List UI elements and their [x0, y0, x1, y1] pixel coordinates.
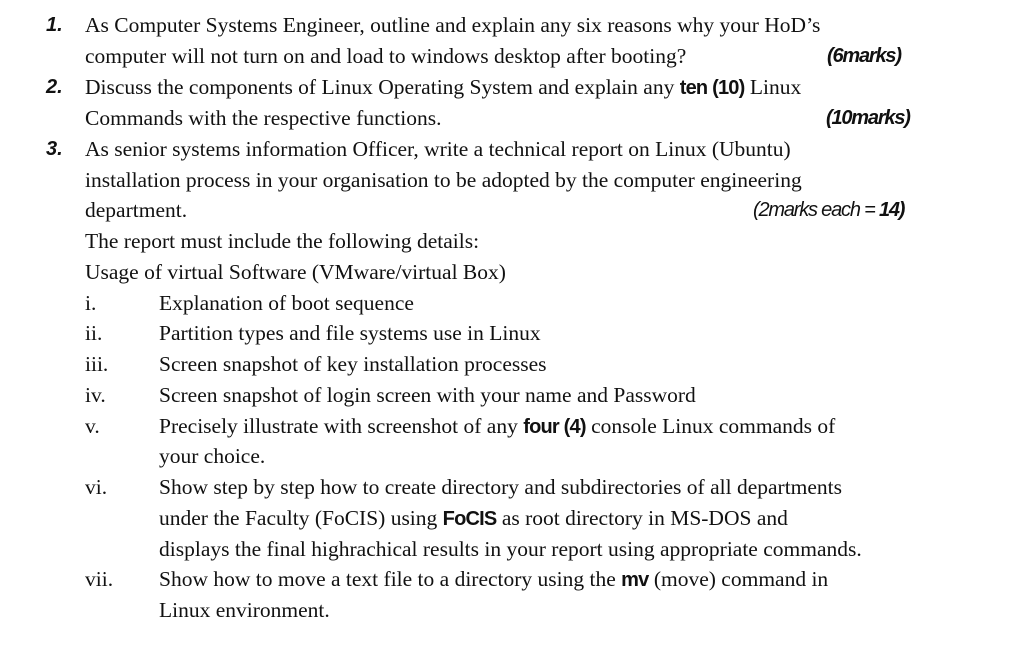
question-text: department.: [85, 198, 188, 222]
list-item-text: [159, 411, 835, 442]
question-text: installation process in your organisation to be adopted by the computer engineering: [85, 168, 802, 192]
list-item-number: iv.: [85, 383, 106, 407]
marks-label: (6marks): [827, 45, 901, 67]
list-item-number: iii.: [85, 352, 109, 376]
list-item-number: v.: [85, 414, 100, 438]
list-item-text: [159, 564, 828, 595]
report-intro: The report must include the following details:: [85, 229, 480, 253]
text-run: under the Faculty (FoCIS) using: [159, 506, 443, 530]
question-text: [85, 72, 801, 103]
text-run: as root directory in MS-DOS and: [496, 506, 788, 530]
list-item-number: i.: [85, 291, 97, 315]
list-item-text: Partition types and file systems use in Linux: [159, 321, 541, 345]
list-item-number: ii.: [85, 321, 103, 345]
question-text: As Computer Systems Engineer, outline and explain any six reasons why your HoD’s: [85, 13, 821, 37]
text-run: console Linux commands of: [585, 414, 836, 438]
list-item-text: Screen snapshot of login screen with your name and Password: [159, 383, 696, 407]
marks-total: 14): [874, 199, 905, 221]
list-item-text: [159, 503, 788, 534]
marks-label: [753, 195, 904, 225]
bold-text: four (4): [523, 416, 586, 438]
question-text: computer will not turn on and load to windows desktop after booting?: [85, 44, 687, 68]
question-number: 1.: [46, 14, 63, 36]
question-number: 3.: [46, 138, 63, 160]
text-run: Precisely illustrate with screenshot of any: [159, 414, 524, 438]
text-run: Linux: [744, 75, 802, 99]
marks-text: (2marks each: [753, 199, 865, 221]
marks-equals: =: [864, 199, 875, 221]
list-item-text: Screen snapshot of key installation processes: [159, 352, 547, 376]
list-item-text: Linux environment.: [159, 598, 330, 622]
question-number: 2.: [46, 76, 63, 98]
report-usage: Usage of virtual Software (VMware/virtual Box): [85, 260, 506, 284]
list-item-text: Explanation of boot sequence: [159, 291, 414, 315]
marks-label: (10marks): [826, 107, 910, 129]
list-item-text: Show step by step how to create directory and subdirectories of all departments: [159, 475, 843, 499]
bold-text: mv: [621, 569, 649, 591]
text-run: Show how to move a text file to a directory using the: [159, 567, 622, 591]
list-item-text: your choice.: [159, 444, 266, 468]
list-item-number: vii.: [85, 567, 114, 591]
bold-text: ten (10): [679, 77, 745, 99]
question-text: As senior systems information Officer, write a technical report on Linux (Ubuntu): [85, 137, 791, 161]
text-run: Discuss the components of Linux Operating System and explain any: [85, 75, 680, 99]
question-text: Commands with the respective functions.: [85, 106, 442, 130]
text-run: (move) command in: [648, 567, 829, 591]
list-item-number: vi.: [85, 475, 108, 499]
list-item-text: displays the final highrachical results in your report using appropriate commands.: [159, 537, 862, 561]
bold-text: FoCIS: [442, 508, 497, 530]
